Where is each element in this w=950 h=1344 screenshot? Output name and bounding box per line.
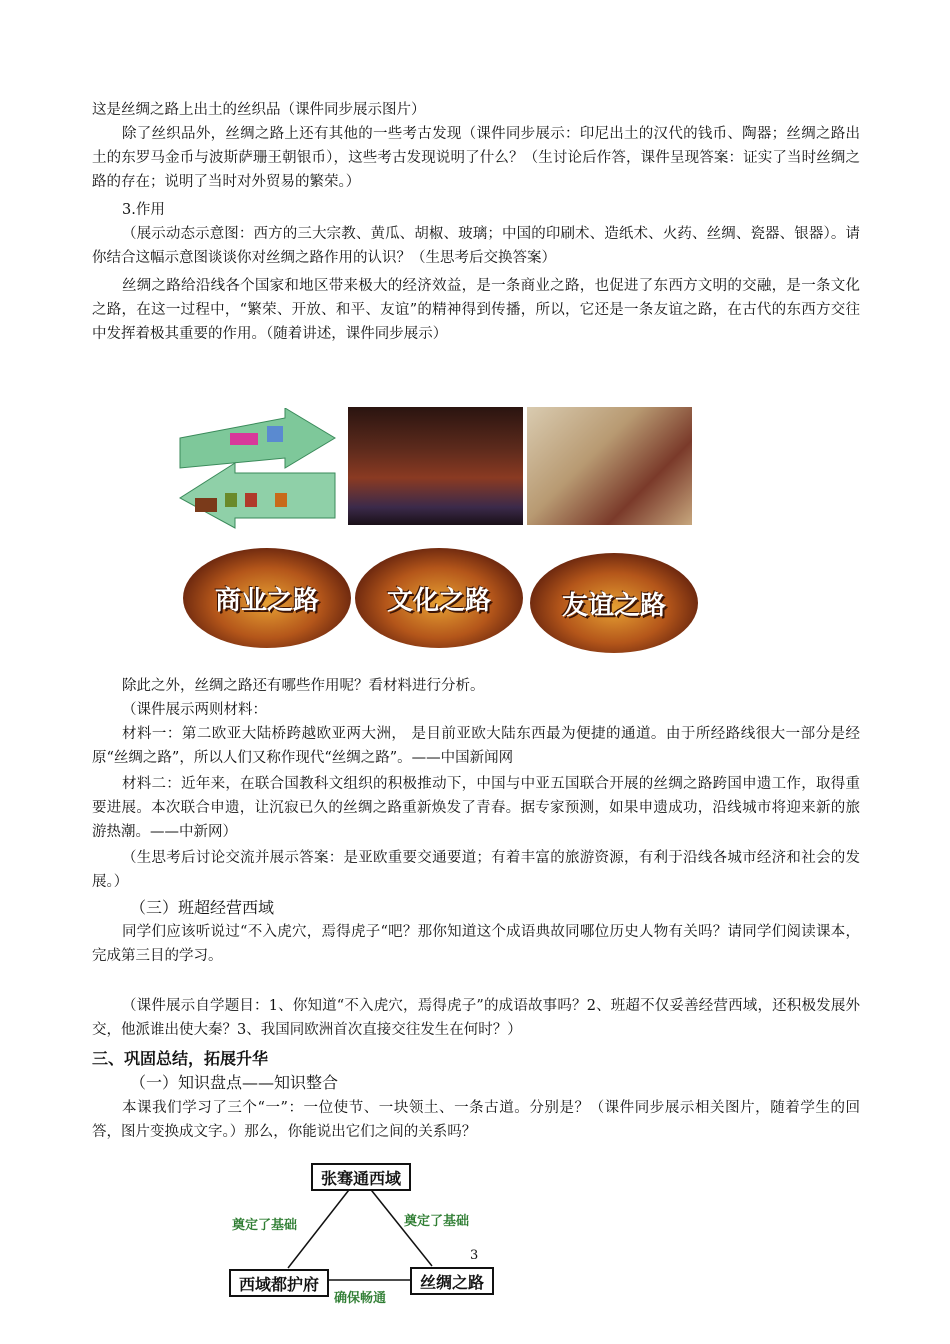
subheading: （一）知识盘点——知识整合 xyxy=(130,1073,339,1092)
box-silk-road: 丝绸之路 xyxy=(410,1267,494,1295)
paragraph: （课件展示自学题目：1、你知道“不入虎穴，焉得虎子”的成语故事吗？2、班超不仅妥善经营西域，还积极发展外交，他派谁出使大秦？3、我国同欧洲首次直接交往发生在何时？） xyxy=(92,998,860,1038)
box-zhang-qian: 张骞通西域 xyxy=(311,1163,411,1191)
paragraph: 除此之外，丝绸之路还有哪些作用呢？看材料进行分析。 xyxy=(122,678,485,694)
paragraph: 材料一：第二欧亚大陆桥跨越欧亚两大洲， 是目前亚欧大陆东西最为便捷的通道。由于所经路线很大一部分是经原“丝绸之路”，所以人们又称作现代“丝绸之路”。——中国新闻网 xyxy=(92,726,860,766)
paragraph: （生思考后讨论交流并展示答案：是亚欧重要交通要道；有着丰富的旅游资源，有利于沿线各城市经济和社会的发展。） xyxy=(92,850,860,890)
oval-culture-road: 文化之路 xyxy=(355,548,523,648)
label-foundation-right: 奠定了基础 xyxy=(404,1214,470,1229)
paragraph: （课件展示两则材料： xyxy=(122,702,267,718)
oval-commerce-road: 商业之路 xyxy=(183,548,351,648)
subheading: （三）班超经营西域 xyxy=(130,898,275,917)
paragraph: 本课我们学习了三个“一”：一位使节、一块领土、一条古道。分别是？（课件同步展示相关图片，随着学生的回答，图片变换成文字。）那么，你能说出它们之间的关系吗？ xyxy=(92,1100,860,1140)
paragraph: 同学们应该听说过“不入虎穴，焉得虎子“吧？那你知道这个成语典故同哪位历史人物有关吗？请同学们阅读课本，完成第三目的学习。 xyxy=(92,924,860,964)
oval-friendship-road: 友谊之路 xyxy=(530,553,698,653)
paragraph: 材料二：近年来，在联合国教科文组织的积极推动下，中国与中亚五国联合开展的丝绸之路跨国申遗工作，取得重要进展。本次联合申遗，让沉寂已久的丝绸之路重新焕发了青春。据专家预测，如果申遗成功，沿线城市将迎来新的旅游热潮。——中新网） xyxy=(92,776,860,840)
paragraph: （展示动态示意图：西方的三大宗教、黄瓜、胡椒、玻璃；中国的印刷术、造纸术、火药、丝绸、瓷器、银器）。请你结合这幅示意图谈谈你对丝绸之路作用的认识？（生思考后交换答案） xyxy=(92,226,860,266)
paragraph: 3.作用 xyxy=(122,202,165,218)
box-protectorate: 西域都护府 xyxy=(229,1269,329,1297)
paragraph: 丝绸之路给沿线各个国家和地区带来极大的经济效益，是一条商业之路，也促进了东西方文明的交融，是一条文化之路，在这一过程中，“繁荣、开放、和平、友谊”的精神得到传播，所以，它还是一条友谊之路，在古代的东西方交往中发挥着极其重要的作用。（随着讲述，课件同步展示） xyxy=(92,278,860,342)
paragraph: 除了丝织品外，丝绸之路上还有其他的一些考古发现（课件同步展示：印尼出土的汉代的钱币、陶器；丝绸之路出土的东罗马金币与波斯萨珊王朝银币），这些考古发现说明了什么？（生讨论后作答，课件呈现答案：证实了当时丝绸之路的存在；说明了当时对外贸易的繁荣。） xyxy=(92,126,860,190)
label-ensure-smooth: 确保畅通 xyxy=(334,1291,387,1306)
section-heading: 三、巩固总结，拓展升华 xyxy=(92,1049,269,1068)
label-foundation-left: 奠定了基础 xyxy=(232,1218,298,1233)
page-number: 3 xyxy=(470,1248,479,1263)
paragraph: 这是丝绸之路上出土的丝织品（课件同步展示图片） xyxy=(92,102,426,118)
